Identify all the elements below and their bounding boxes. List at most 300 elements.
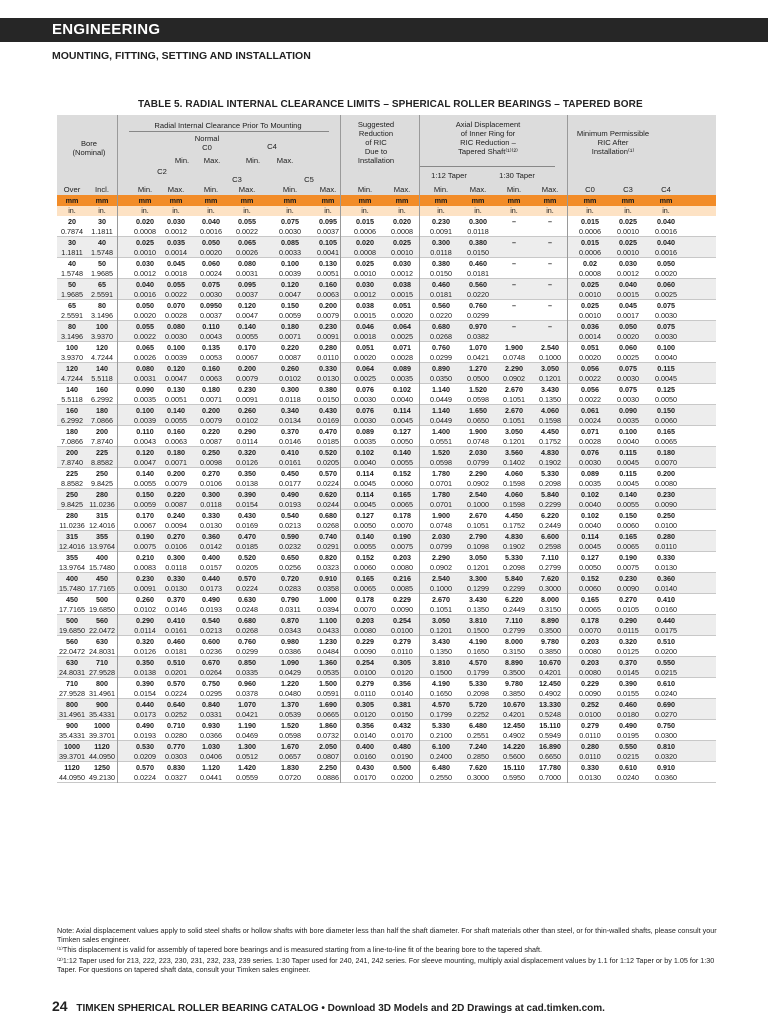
cell-in-value: 0.0598 <box>279 730 301 740</box>
table-cell <box>130 763 160 782</box>
cell-mm-value: 400 <box>66 574 78 583</box>
table-cell <box>575 406 605 425</box>
unit-row-in <box>57 206 716 216</box>
table-cell <box>499 406 529 425</box>
cell-mm-value: 0.220 <box>202 427 220 436</box>
cell-in-value: 13.9764 <box>59 562 85 572</box>
cell-in-value: 2.5591 <box>61 310 83 320</box>
cell-in-value: 0.0551 <box>430 436 452 446</box>
cell-mm-value: 0.230 <box>619 574 637 583</box>
table-cell <box>575 490 605 509</box>
cell-mm-value: 0.216 <box>393 574 411 583</box>
cell-mm-value: 0.102 <box>581 511 599 520</box>
cell-mm-value: 0.810 <box>657 742 675 751</box>
cell-in-value: 0.0421 <box>236 709 258 719</box>
table-cell <box>535 322 565 332</box>
cell-in-value: 0.0055 <box>165 415 187 425</box>
cell-mm-value: 1.070 <box>469 343 487 352</box>
cell-mm-value: 0.460 <box>619 700 637 709</box>
cell-in-value: 0.1752 <box>539 436 561 446</box>
cell-mm-value: 1.780 <box>432 490 450 499</box>
cell-in-value: 0.3850 <box>539 646 561 656</box>
cell-in-value: 35.4331 <box>59 730 85 740</box>
table-cell <box>535 679 565 698</box>
cell-in-value: 0.0300 <box>655 730 677 740</box>
cell-in-value: 0.0110 <box>579 730 601 740</box>
cell-in-value: 0.0010 <box>617 226 639 236</box>
cell-mm-value: 10.670 <box>503 700 525 709</box>
unit-mm-cell: mm <box>95 196 109 205</box>
table-cell <box>463 217 493 236</box>
cell-mm-value: 0.140 <box>238 322 256 331</box>
table-cell <box>426 469 456 488</box>
cell-in-value: 0.1752 <box>503 520 525 530</box>
cell-mm-value: 0.350 <box>136 658 154 667</box>
cell-in-value: 0.1201 <box>467 562 489 572</box>
cell-mm-value: 0.430 <box>356 763 374 772</box>
cell-in-value: 17.7165 <box>59 604 85 614</box>
cell-mm-value: 0.410 <box>657 595 675 604</box>
cell-in-value: 0.0155 <box>617 688 639 698</box>
cell-mm-value: – <box>548 217 552 226</box>
table-cell <box>161 532 191 551</box>
cell-mm-value: 0.140 <box>356 532 374 541</box>
cell-mm-value: 0.305 <box>393 658 411 667</box>
table-cell <box>651 280 681 299</box>
cell-in-value: 12.4016 <box>89 520 115 530</box>
cell-in-value: 0.0080 <box>655 478 677 488</box>
cell-in-value: 0.0055 <box>617 499 639 509</box>
table-cell <box>575 469 605 488</box>
cell-in-value: 44.0950 <box>89 751 115 761</box>
table-cell <box>275 301 305 320</box>
cell-mm-value: 0.071 <box>393 343 411 352</box>
axial-header: Axial Displacement of Inner Ring for RIC Reduction – Tapered Shaft⁽¹⁾⁽²⁾ <box>455 120 521 156</box>
cell-mm-value: 1.090 <box>281 658 299 667</box>
cell-in-value: 0.0015 <box>354 310 376 320</box>
cell-in-value: 0.0047 <box>279 289 301 299</box>
table-row <box>57 552 716 573</box>
unit-in-cell: in. <box>624 206 632 215</box>
cell-mm-value: 0.490 <box>202 595 220 604</box>
table-cell <box>613 574 643 593</box>
cell-mm-value: 1.900 <box>469 427 487 436</box>
cell-mm-value: 0.100 <box>167 343 185 352</box>
table-cell <box>387 343 417 362</box>
cell-mm-value: 0.030 <box>619 259 637 268</box>
cell-mm-value: 0.075 <box>657 322 675 331</box>
cell-mm-value: 0.490 <box>136 721 154 730</box>
cell-mm-value: 0.160 <box>319 280 337 289</box>
table-cell <box>535 763 565 782</box>
c5-max-header: Max. <box>319 185 337 194</box>
table-cell <box>613 259 643 278</box>
cell-in-value: 0.2799 <box>539 562 561 572</box>
cell-in-value: 0.0378 <box>236 688 258 698</box>
table-cell <box>161 406 191 425</box>
cell-mm-value: 1120 <box>94 742 110 751</box>
cell-in-value: 0.0748 <box>430 520 452 530</box>
cell-mm-value: 0.178 <box>356 595 374 604</box>
cell-mm-value: 0.830 <box>167 763 185 772</box>
cell-in-value: 0.0902 <box>467 478 489 488</box>
cell-in-value: 0.0126 <box>236 457 258 467</box>
table-cell <box>613 448 643 467</box>
cell-in-value: 0.0006 <box>579 226 601 236</box>
table-cell <box>232 238 262 257</box>
unit-mm-cell: mm <box>434 196 448 205</box>
table-cell <box>87 490 117 509</box>
table-cell <box>161 490 191 509</box>
cell-in-value: 15.7480 <box>89 562 115 572</box>
cell-in-value: 0.0008 <box>134 226 156 236</box>
table-row <box>57 531 716 552</box>
cell-in-value: 35.4331 <box>89 709 115 719</box>
table-cell <box>196 637 226 656</box>
cell-in-value: 0.0539 <box>279 709 301 719</box>
cell-in-value: 0.0010 <box>579 310 601 320</box>
cell-in-value: 9.8425 <box>61 499 83 509</box>
table-cell <box>535 511 565 530</box>
table-cell <box>613 763 643 782</box>
cell-in-value: 0.0193 <box>134 730 156 740</box>
cell-in-value: 3.1496 <box>61 331 83 341</box>
table-cell <box>57 322 87 341</box>
table-cell <box>463 448 493 467</box>
cell-mm-value: 1.300 <box>238 742 256 751</box>
cell-mm-value: 1.520 <box>281 721 299 730</box>
cell-in-value: 0.0080 <box>579 646 601 656</box>
table-cell <box>651 763 681 782</box>
cell-mm-value: 250 <box>66 490 78 499</box>
cell-in-value: 0.0080 <box>354 625 376 635</box>
cell-in-value: 7.8740 <box>91 436 113 446</box>
note-general: Note: Axial displacement values apply to solid steel shafts or hollow shafts with bore diameter less than half the shaft diameter. For shaft materials other than steel, or for thin-walled shafts, please consult your Timken sales engineer. <box>57 926 717 945</box>
cell-mm-value: 0.550 <box>619 742 637 751</box>
table-cell <box>57 427 87 446</box>
cell-mm-value: 0.840 <box>202 700 220 709</box>
cell-in-value: 0.0118 <box>279 394 301 404</box>
cell-in-value: 0.0433 <box>317 625 339 635</box>
table-cell <box>130 700 160 719</box>
cell-in-value: 0.0055 <box>391 457 413 467</box>
cell-mm-value: 0.127 <box>581 553 599 562</box>
cell-mm-value: 0.550 <box>657 658 675 667</box>
cell-in-value: 0.0083 <box>134 562 156 572</box>
cell-in-value: 11.0236 <box>89 499 115 509</box>
cell-mm-value: 4.450 <box>541 427 559 436</box>
cell-mm-value: 65 <box>68 301 76 310</box>
table-cell <box>350 469 380 488</box>
table-cell <box>196 238 226 257</box>
cell-mm-value: 0.440 <box>657 616 675 625</box>
table-cell <box>87 574 117 593</box>
table-cell <box>463 343 493 362</box>
cell-mm-value: 3.050 <box>432 616 450 625</box>
c3b-header: C3 <box>623 185 633 194</box>
table-cell <box>499 280 529 290</box>
table-cell <box>575 238 605 257</box>
table-row <box>57 594 716 615</box>
cell-in-value: 0.4201 <box>503 709 525 719</box>
cell-mm-value: 1.100 <box>319 616 337 625</box>
table-cell <box>313 490 343 509</box>
cell-mm-value: 225 <box>66 469 78 478</box>
cell-mm-value: 3.430 <box>469 595 487 604</box>
cell-mm-value: 0.015 <box>356 217 374 226</box>
cell-mm-value: 0.135 <box>202 343 220 352</box>
cell-in-value: 0.0067 <box>134 520 156 530</box>
table-cell <box>387 679 417 698</box>
cell-in-value: 0.0169 <box>236 520 258 530</box>
table-cell <box>575 637 605 656</box>
cell-in-value: 0.0040 <box>617 436 639 446</box>
page-number: 24 <box>52 998 68 1014</box>
table-cell <box>651 742 681 761</box>
table-cell <box>426 742 456 761</box>
cell-in-value: 0.7874 <box>61 226 83 236</box>
cell-mm-value: 0.610 <box>657 679 675 688</box>
cell-mm-value: 560 <box>96 616 108 625</box>
table-cell <box>426 721 456 740</box>
cell-in-value: 0.0030 <box>655 310 677 320</box>
cell-mm-value: 1.400 <box>432 427 450 436</box>
cell-mm-value: 0.320 <box>619 637 637 646</box>
table-cell <box>196 322 226 341</box>
table-cell <box>57 301 87 320</box>
table-row <box>57 258 716 279</box>
cell-mm-value: 0.064 <box>393 322 411 331</box>
cell-in-value: 0.0118 <box>430 247 452 257</box>
cell-in-value: 0.0650 <box>467 415 489 425</box>
cell-mm-value: 0.520 <box>319 448 337 457</box>
cell-mm-value: 1000 <box>64 742 80 751</box>
table-cell <box>161 259 191 278</box>
cell-mm-value: 2.290 <box>432 553 450 562</box>
cell-mm-value: 0.015 <box>581 217 599 226</box>
table-cell <box>499 574 529 593</box>
cell-in-value: 0.0169 <box>317 415 339 425</box>
table-cell <box>651 490 681 509</box>
unit-mm-cell: mm <box>321 196 335 205</box>
cell-in-value: 13.9764 <box>89 541 115 551</box>
table-cell <box>426 427 456 446</box>
table-cell <box>387 217 417 236</box>
taper12-header: 1:12 Taper <box>431 171 467 180</box>
cell-in-value: 0.0224 <box>317 478 339 488</box>
table-cell <box>196 700 226 719</box>
table-cell <box>613 658 643 677</box>
table-cell <box>426 448 456 467</box>
table-cell <box>535 406 565 425</box>
cell-in-value: 0.0016 <box>134 289 156 299</box>
table-cell <box>275 532 305 551</box>
table-cell <box>313 238 343 257</box>
cell-in-value: 27.9528 <box>89 667 115 677</box>
cell-in-value: 0.7000 <box>539 772 561 782</box>
cell-in-value: 0.0130 <box>579 772 601 782</box>
cell-mm-value: 2.670 <box>469 511 487 520</box>
cell-mm-value: 0.270 <box>202 469 220 478</box>
table-cell <box>613 217 643 236</box>
cell-in-value: 0.0232 <box>279 541 301 551</box>
table-cell <box>196 574 226 593</box>
cell-in-value: 0.1000 <box>539 352 561 362</box>
cell-in-value: 0.0120 <box>391 667 413 677</box>
cell-in-value: 0.2400 <box>430 751 452 761</box>
cell-in-value: 0.0010 <box>617 247 639 257</box>
cell-mm-value: 3.430 <box>432 637 450 646</box>
table-cell <box>57 259 87 278</box>
table-cell <box>313 343 343 362</box>
table-cell <box>575 511 605 530</box>
cell-in-value: 9.8425 <box>91 478 113 488</box>
table-cell <box>161 301 191 320</box>
table-cell <box>575 763 605 782</box>
cell-mm-value: 0.200 <box>238 364 256 373</box>
cell-in-value: 0.0079 <box>236 373 258 383</box>
table-cell <box>275 490 305 509</box>
cell-in-value: 0.0114 <box>134 625 156 635</box>
cell-mm-value: 0.115 <box>657 364 675 373</box>
table-row <box>57 321 716 342</box>
cell-mm-value: 0.280 <box>319 343 337 352</box>
cell-in-value: 0.0720 <box>279 772 301 782</box>
table-cell <box>575 553 605 572</box>
cell-mm-value: 0.02 <box>583 259 597 268</box>
cell-mm-value: 0.030 <box>136 259 154 268</box>
cell-mm-value: 0.060 <box>202 259 220 268</box>
cell-mm-value: 0.229 <box>393 595 411 604</box>
cell-in-value: 0.0358 <box>317 583 339 593</box>
table-cell <box>463 595 493 614</box>
max-header-1: Max. <box>203 156 221 165</box>
table-cell <box>275 574 305 593</box>
cell-mm-value: 0.200 <box>657 469 675 478</box>
cell-in-value: 0.0087 <box>165 499 187 509</box>
table-cell <box>463 658 493 677</box>
max-header-2: Max. <box>276 156 294 165</box>
cell-in-value: 0.0350 <box>430 373 452 383</box>
cell-mm-value: 0.910 <box>319 574 337 583</box>
cell-in-value: 0.0145 <box>617 667 639 677</box>
cell-in-value: 0.0484 <box>317 646 339 656</box>
table-cell <box>161 763 191 782</box>
table-cell <box>87 280 117 299</box>
column-divider <box>419 115 420 783</box>
table-cell <box>130 532 160 551</box>
table-cell <box>350 364 380 383</box>
table-cell <box>130 259 160 278</box>
cell-mm-value: 0.760 <box>469 301 487 310</box>
cell-in-value: 0.0181 <box>165 646 187 656</box>
table-cell <box>613 742 643 761</box>
cell-in-value: 0.0020 <box>354 352 376 362</box>
cell-in-value: 0.0559 <box>236 772 258 782</box>
cell-mm-value: 1.830 <box>281 763 299 772</box>
cell-in-value: 0.0012 <box>134 268 156 278</box>
cell-mm-value: 0.220 <box>167 490 185 499</box>
cell-mm-value: 0.065 <box>238 238 256 247</box>
cell-mm-value: 0.230 <box>432 217 450 226</box>
cell-in-value: 0.0090 <box>579 688 601 698</box>
cell-in-value: 0.0173 <box>134 709 156 719</box>
cell-mm-value: 0.630 <box>238 595 256 604</box>
table-cell <box>87 511 117 530</box>
table-cell <box>426 700 456 719</box>
unit-in-cell: in. <box>68 206 76 215</box>
cell-mm-value: 0.570 <box>319 469 337 478</box>
table-cell <box>57 511 87 530</box>
cell-mm-value: 280 <box>96 490 108 499</box>
cell-mm-value: 4.570 <box>432 700 450 709</box>
cell-mm-value: 0.165 <box>581 595 599 604</box>
cell-mm-value: 12.450 <box>503 721 525 730</box>
cell-mm-value: 0.790 <box>281 595 299 604</box>
table-cell <box>426 301 456 320</box>
cell-in-value: 0.0105 <box>617 604 639 614</box>
table-cell <box>426 385 456 404</box>
table-cell <box>313 511 343 530</box>
table-cell <box>57 763 87 782</box>
cell-mm-value: 0.025 <box>136 238 154 247</box>
table-cell <box>87 469 117 488</box>
cell-mm-value: 0.152 <box>356 553 374 562</box>
cell-mm-value: 4.060 <box>505 469 523 478</box>
cell-in-value: 0.1051 <box>467 520 489 530</box>
cell-mm-value: 1.360 <box>319 658 337 667</box>
table-cell <box>387 721 417 740</box>
cell-mm-value: 7.110 <box>505 616 523 625</box>
table-cell <box>535 385 565 404</box>
table-cell <box>651 658 681 677</box>
cell-in-value: 0.1402 <box>503 457 525 467</box>
cell-in-value: 0.0031 <box>134 373 156 383</box>
table-cell <box>350 238 380 257</box>
table-cell <box>313 301 343 320</box>
cell-mm-value: 0.260 <box>281 364 299 373</box>
cell-in-value: 0.0040 <box>579 499 601 509</box>
cell-in-value: 0.1902 <box>539 457 561 467</box>
cell-in-value: 0.0035 <box>579 478 601 488</box>
cell-in-value: 0.0080 <box>579 667 601 677</box>
cell-mm-value: 0.280 <box>657 532 675 541</box>
cell-mm-value: 0.820 <box>319 553 337 562</box>
cell-mm-value: 0.140 <box>136 469 154 478</box>
table-cell <box>350 406 380 425</box>
table-cell <box>651 469 681 488</box>
cell-mm-value: 0.165 <box>619 532 637 541</box>
cell-mm-value: 0.450 <box>281 469 299 478</box>
cell-mm-value: 20 <box>68 217 76 226</box>
cell-in-value: 0.0031 <box>236 268 258 278</box>
cell-mm-value: 0.040 <box>657 217 675 226</box>
table-cell <box>313 679 343 698</box>
cell-in-value: 0.0170 <box>354 772 376 782</box>
table-cell <box>196 280 226 299</box>
cell-mm-value: 2.540 <box>432 574 450 583</box>
cell-mm-value: 0.130 <box>167 385 185 394</box>
cell-in-value: 0.0065 <box>354 583 376 593</box>
table-cell <box>161 427 191 446</box>
cell-mm-value: 450 <box>96 574 108 583</box>
table-cell <box>613 679 643 698</box>
c5-min-header: Min. <box>282 185 298 194</box>
cell-mm-value: 180 <box>96 406 108 415</box>
cell-in-value: 0.0100 <box>391 625 413 635</box>
cell-mm-value: 0.381 <box>393 700 411 709</box>
cell-mm-value: 0.115 <box>619 469 637 478</box>
